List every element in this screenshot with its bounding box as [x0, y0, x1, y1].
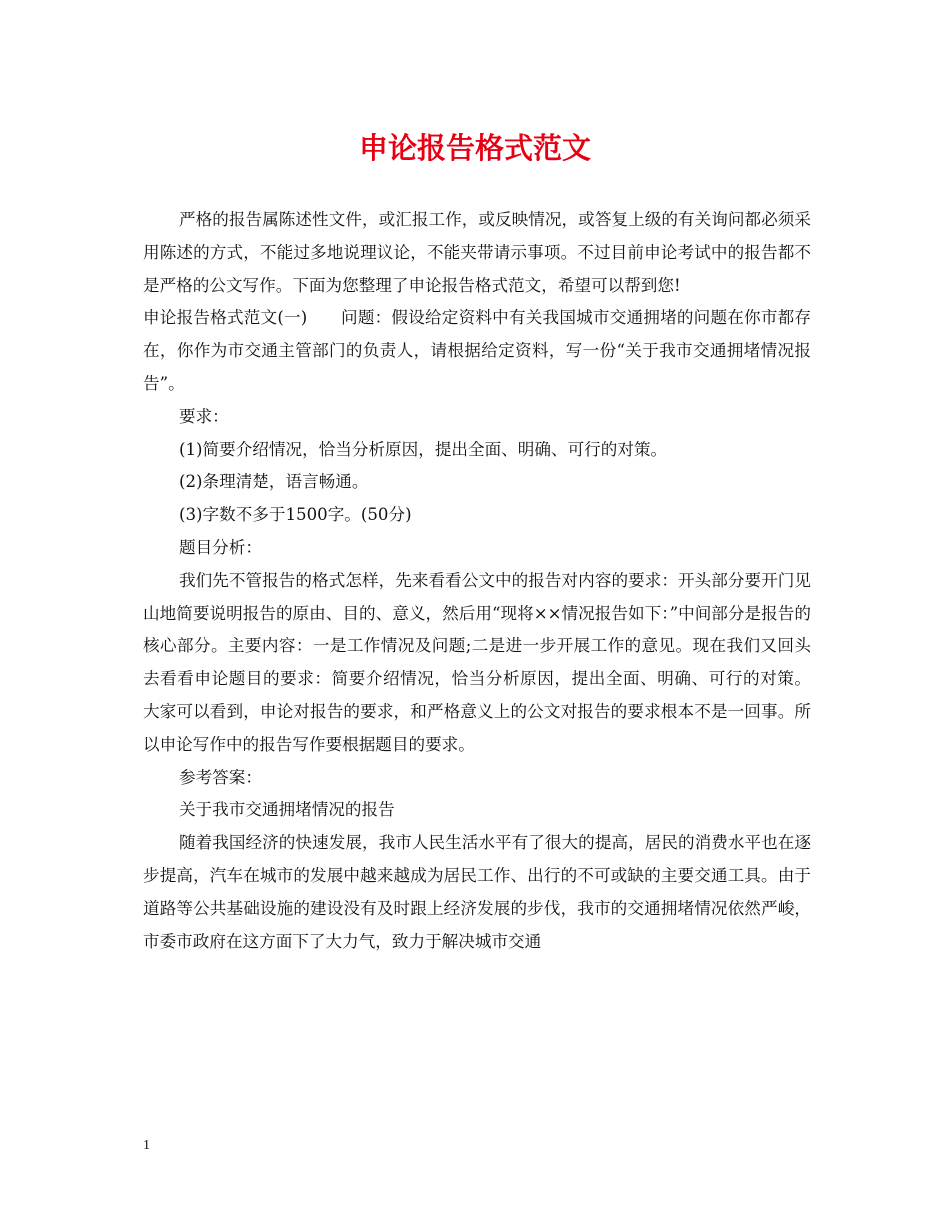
paragraph-requirement-1: (1)简要介绍情况，恰当分析原因，提出全面、明确、可行的对策。 [179, 439, 668, 459]
paragraph-requirement-3: (3)字数不多于1500字。(50分) [179, 505, 412, 525]
paragraph-answer-heading: 参考答案： [179, 767, 262, 787]
document-title: 申论报告格式范文 [358, 131, 591, 165]
paragraph-analysis: 我们先不管报告的格式怎样，先来看看公文中的报告对内容的要求：开头部分要开门见山地简要说明报告的原由、目的、意义，然后用“现将××情况报告如下：”中间部分是报告的核心部分。主要内容：一是工作情况及问题;二是进一步开展工作的意见。现在我们又回头去看看申论题目的要求：简要介绍情况，恰当分析原因，提出全面、明确、可行的对策。 大家可以看到，申论对报告的要求，和严格意义上的公文对报告的要求根本不是一回事。所以申论写作中的报告写作要根据题目的要求。 [143, 570, 811, 754]
paragraph-analysis-heading: 题目分析： [179, 537, 262, 557]
paragraph-report-body: 随着我国经济的快速发展，我市人民生活水平有了很大的提高，居民的消费水平也在逐步提高，汽车在城市的发展中越来越成为居民工作、出行的不可或缺的主要交通工具。由于道路等公共基础设施的建设没有及时跟上经济发展的步伐，我市的交通拥堵情况依然严峻，市委市政府在这方面下了大力气，致力于解决城市交通 [143, 833, 811, 951]
document-body [143, 204, 811, 958]
paragraph-requirement-2: (2)条理清楚，语言畅通。 [179, 472, 369, 492]
paragraph-question: 申论报告格式范文(一) 问题：假设给定资料中有关我国城市交通拥堵的问题在你市都存在，你作为市交通主管部门的负责人，请根据给定资料，写一份“关于我市交通拥堵情况报告”。 [143, 308, 811, 393]
paragraph-intro: 严格的报告属陈述性文件，或汇报工作，或反映情况，或答复上级的有关询问都必须采用陈述的方式，不能过多地说理议论，不能夹带请示事项。不过目前申论考试中的报告都不是严格的公文写作。下面为您整理了申论报告格式范文，希望可以帮到您! [143, 210, 811, 295]
page-number: 1 [143, 1138, 150, 1153]
paragraph-requirements-heading: 要求： [179, 406, 229, 426]
paragraph-report-title: 关于我市交通拥堵情况的报告 [179, 800, 395, 820]
